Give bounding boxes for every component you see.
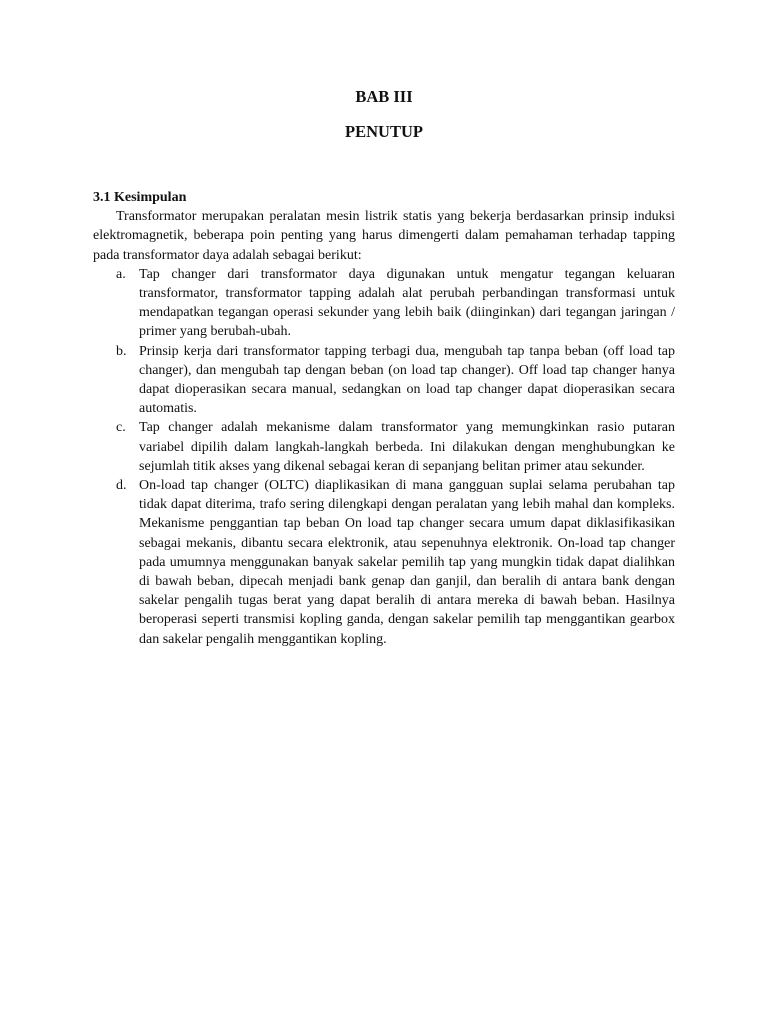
section-heading: 3.1 Kesimpulan [93,190,187,205]
chapter-number: BAB III [355,87,413,106]
list-item [93,265,675,342]
list-marker: d. [116,478,127,494]
list-marker: c. [116,420,126,436]
list-item [93,342,675,419]
intro-paragraph: Transformator merupakan peralatan mesin listrik statis yang bekerja berdasarkan prinsip induksi elektromagnetik, beberapa poin penting yang harus dimengerti dalam pemahaman terhadap tapping pada transformator daya adalah sebagai berikut: [93,209,675,263]
list-item-text: On-load tap changer (OLTC) diaplikasikan di mana gangguan suplai selama perubahan tap tidak dapat diterima, trafo sering dilengkapi dengan peralatan yang lebih mahal dan kompleks. Mekanisme penggantian tap beban On load tap changer secara umum dapat diklasifikasikan sebagai mekanis, dibantu secara elektronik, atau sepenuhnya elektronik. On-load tap changer pada umumnya menggunakan banyak sakelar pemilih tap yang mungkin tidak dapat dialihkan di bawah beban, dipecah menjadi bank genap dan ganjil, dan beralih di antara bank dengan sakelar pengalih tugas berat yang dapat beralih di antara mereka di bawah beban. Hasilnya beroperasi seperti transmisi kopling ganda, dengan sakelar pemilih tap menggantikan gearbox dan sakelar pengalih menggantikan kopling. [139,478,675,647]
list-item-text: Prinsip kerja dari transformator tapping terbagi dua, mengubah tap tanpa beban (off load tap changer), dan mengubah tap dengan beban (on load tap changer). Off load tap changer hanya dapat dioperasikan secara manual, sedangkan on load tap changer dapat dioperasikan secara automatis. [139,343,675,417]
list-item-text: Tap changer adalah mekanisme dalam transformator yang memungkinkan rasio putaran variabel dipilih dalam langkah-langkah berbeda. Ini dilakukan dengan menghubungkan ke sejumlah titik akses yang dikenal sebagai keran di sepanjang belitan primer atau sekunder. [139,420,675,474]
chapter-title: PENUTUP [345,122,423,141]
list-item [93,476,675,649]
section-content [93,188,675,649]
conclusion-list [93,265,675,649]
list-marker: a. [116,266,126,282]
list-item [93,418,675,476]
list-item-text: Tap changer dari transformator daya digunakan untuk mengatur tegangan keluaran transformator, transformator tapping adalah alat perubah perbandingan transformasi untuk mendapatkan tegangan operasi sekunder yang lebih baik (diinginkan) dari tegangan jaringan / primer yang berubah-ubah. [139,266,675,340]
list-marker: b. [116,343,127,359]
